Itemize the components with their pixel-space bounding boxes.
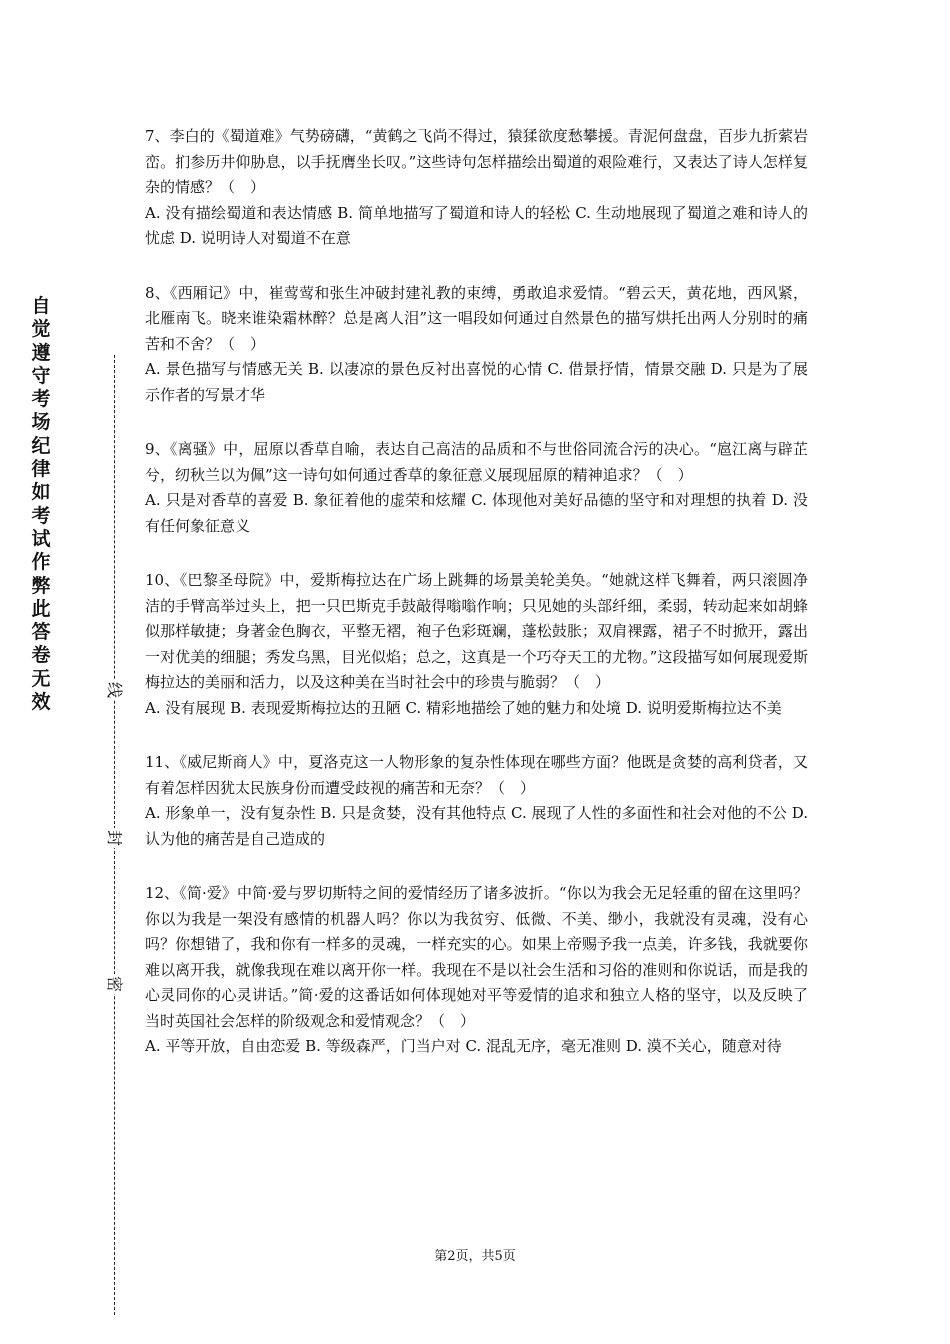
question-stem: 11、《威尼斯商人》中，夏洛克这一人物形象的复杂性体现在哪些方面？他既是贪婪的高利贷者，又有着怎样因犹太民族身份而遭受歧视的痛苦和无奈？（ ） bbox=[145, 753, 808, 797]
binding-label-line: 线 bbox=[105, 681, 124, 698]
question-8 bbox=[145, 281, 808, 409]
exam-discipline-notice: 自觉遵守考场纪律如考试作弊此答卷无效 bbox=[31, 295, 51, 714]
question-options: A. 形象单一，没有复杂性 B. 只是贪婪，没有其他特点 C. 展现了人性的多面性和社会对他的不公 D. 认为他的痛苦是自己造成的 bbox=[145, 804, 808, 848]
question-stem: 10、《巴黎圣母院》中，爱斯梅拉达在广场上跳舞的场景美轮美奂。“她就这样飞舞着，两只滚圆净洁的手臂高举过头上，把一只巴斯克手鼓敲得嗡嗡作响；只见她的头部纤细，柔弱，转动起来如胡蜂似那样敏捷；身著金色胸衣，平整无褶，袍子色彩斑斓，蓬松鼓胀；双肩裸露，裙子不时掀开，露出一对优美的细腿；秀发乌黑，目光似焰；总之，这真是一个巧夺天工的尤物。”这段描写如何展现爱斯梅拉达的美丽和活力，以及这种美在当时社会中的珍贵与脆弱？（ ） bbox=[145, 571, 808, 691]
question-options: A. 景色描写与情感无关 B. 以凄凉的景色反衬出喜悦的心情 C. 借景抒情，情景交融 D. 只是为了展示作者的写景才华 bbox=[145, 360, 808, 404]
question-7 bbox=[145, 124, 808, 252]
question-stem: 12、《简·爱》中简·爱与罗切斯特之间的爱情经历了诸多波折。“你以为我会无足轻重的留在这里吗？你以为我是一架没有感情的机器人吗？你以为我贫穷、低微、不美、缈小，我就没有灵魂，没有心吗？你想错了，我和你有一样多的灵魂，一样充实的心。如果上帝赐予我一点美，许多钱，我就要你难以离开我，就像我现在难以离开你一样。我现在不是以社会生活和习俗的准则和你说话，而是我的心灵同你的心灵讲话。”简·爱的这番话如何体现她对平等爱情的追求和独立人格的坚守，以及反映了当时英国社会怎样的阶级观念和爱情观念？（ ） bbox=[145, 884, 808, 1030]
question-stem: 7、李白的《蜀道难》气势磅礴，“黄鹤之飞尚不得过，猿猱欲度愁攀援。青泥何盘盘，百步九折萦岩峦。扪参历井仰胁息，以手抚膺坐长叹。”这些诗句怎样描绘出蜀道的艰险难行，又表达了诗人怎样复杂的情感？（ ） bbox=[145, 127, 808, 196]
question-options: A. 只是对香草的喜爱 B. 象征着他的虚荣和炫耀 C. 体现他对美好品德的坚守和对理想的执着 D. 没有任何象征意义 bbox=[145, 491, 808, 535]
question-stem: 9、《离骚》中，屈原以香草自喻，表达自己高洁的品质和不与世俗同流合污的决心。“扈江离与辟芷兮，纫秋兰以为佩”这一诗句如何通过香草的象征意义展现屈原的精神追求？（ ） bbox=[145, 440, 808, 484]
question-10 bbox=[145, 568, 808, 721]
question-list bbox=[145, 124, 808, 1089]
question-options: A. 没有展现 B. 表现爱斯梅拉达的丑陋 C. 精彩地描绘了她的魅力和处境 D. 说明爱斯梅拉达不美 bbox=[145, 698, 782, 717]
question-options: A. 没有描绘蜀道和表达情感 B. 简单地描写了蜀道和诗人的轻松 C. 生动地展现了蜀道之难和诗人的忧虑 D. 说明诗人对蜀道不在意 bbox=[145, 203, 808, 247]
binding-label-seal: 封 bbox=[105, 829, 124, 846]
page-number: 第2页，共5页 bbox=[434, 1249, 516, 1264]
question-options: A. 平等开放，自由恋爱 B. 等级森严，门当户对 C. 混乱无序，毫无准则 D. 漠不关心，随意对待 bbox=[145, 1037, 782, 1055]
binding-label-secret: 密 bbox=[105, 975, 124, 992]
question-stem: 8、《西厢记》中，崔莺莺和张生冲破封建礼教的束缚，勇敢追求爱情。“碧云天，黄花地，西风紧，北雁南飞。晓来谁染霜林醉？总是离人泪”这一唱段如何通过自然景色的描写烘托出两人分别时的痛苦和不舍？（ ） bbox=[145, 283, 808, 353]
question-11 bbox=[145, 750, 808, 852]
question-9 bbox=[145, 437, 808, 539]
question-12 bbox=[145, 881, 808, 1060]
